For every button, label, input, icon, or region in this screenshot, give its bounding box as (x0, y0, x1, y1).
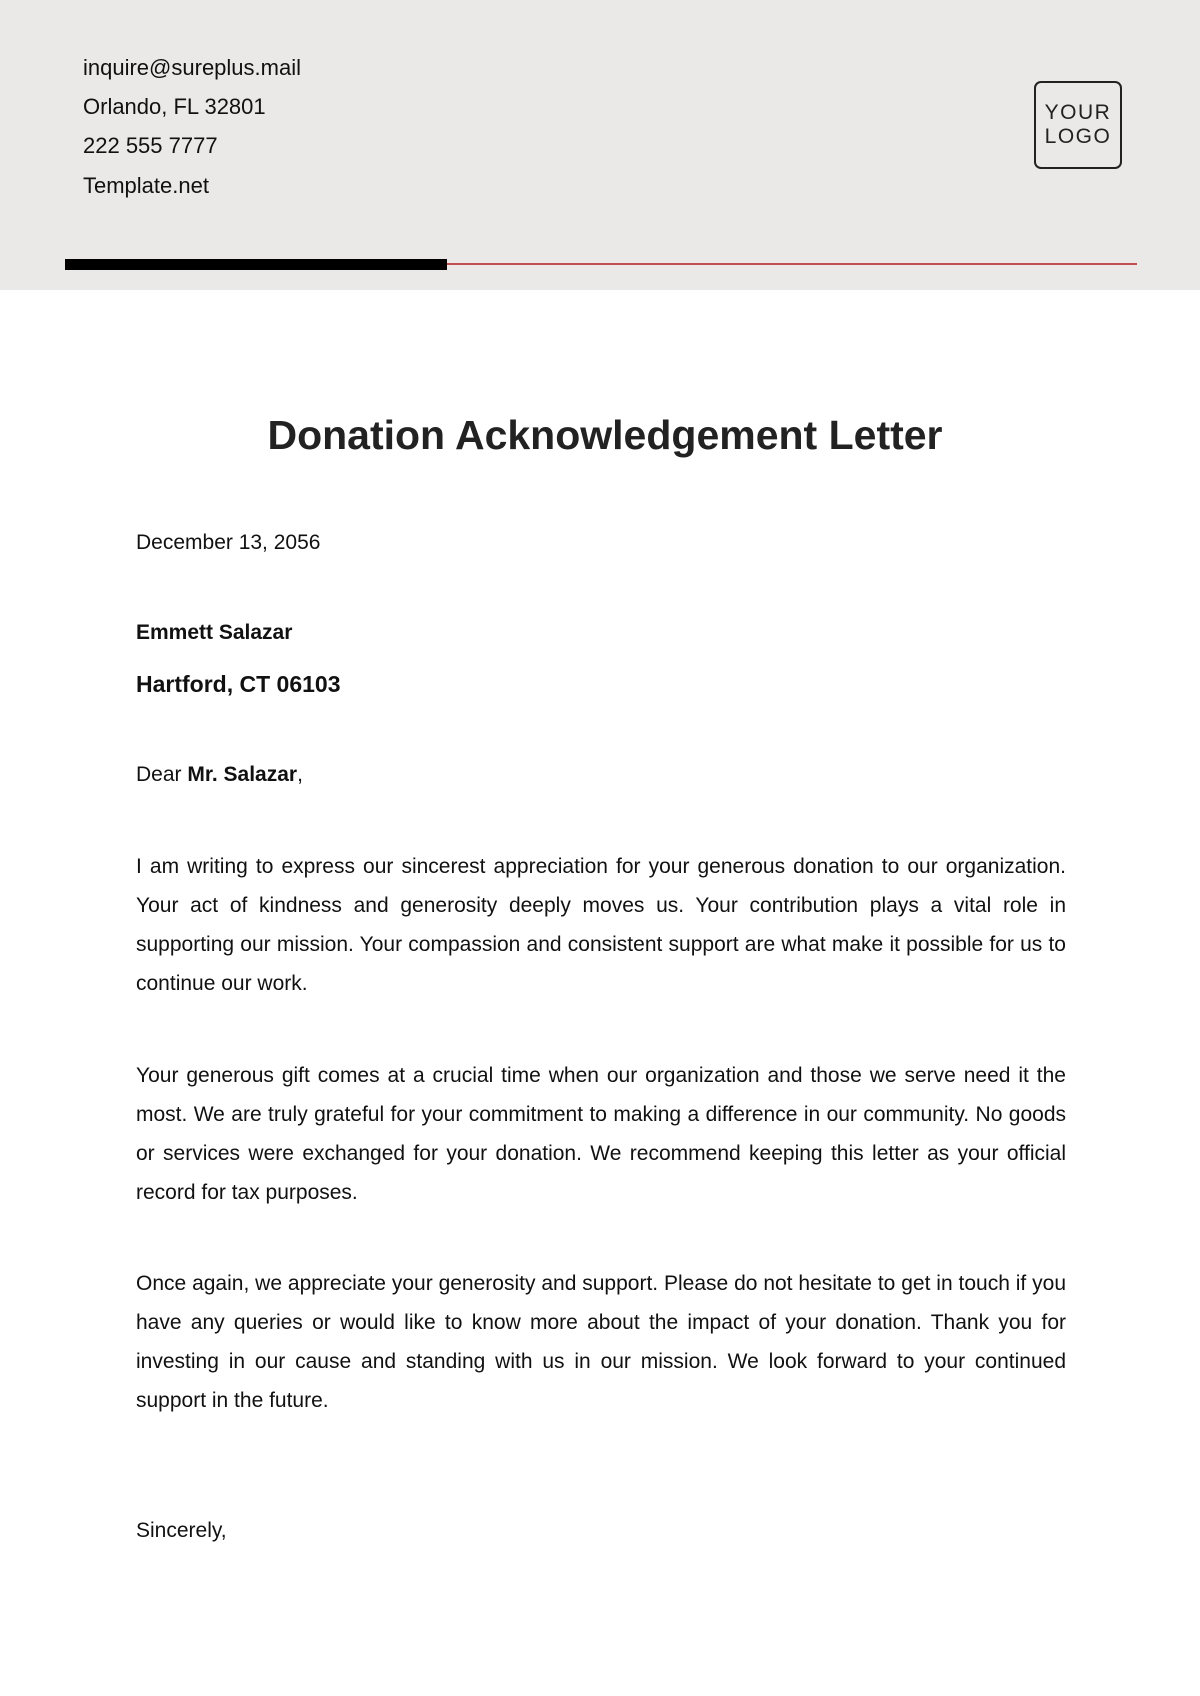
closing: Sincerely, (136, 1519, 227, 1542)
divider-line-red (447, 263, 1137, 265)
contact-phone: 222 555 7777 (83, 133, 218, 158)
contact-address: Orlando, FL 32801 (83, 94, 266, 119)
contact-email: inquire@sureplus.mail (83, 55, 301, 80)
salutation (136, 763, 303, 787)
body-paragraph-1: I am writing to express our sincerest appreciation for your generous donation to our organization. Your act of kindness and generosity deeply moves us. Your contribution plays a vital role in supporting our mission. Your compassion and consistent support are what make it possible for us to continue our work. (136, 855, 1066, 995)
recipient-name: Emmett Salazar (136, 621, 293, 644)
recipient-address: Hartford, CT 06103 (136, 671, 341, 697)
letterhead (0, 0, 1200, 290)
logo-placeholder (1034, 81, 1122, 169)
body-paragraph-3: Once again, we appreciate your generosity and support. Please do not hesitate to get in touch if you have any queries or would like to know more about the impact of your donation. Thank you for investing in our cause and standing with us in our mission. We look forward to your continued support in the future. (136, 1272, 1066, 1412)
divider-bar-black (65, 259, 447, 270)
body-paragraph-2: Your generous gift comes at a crucial time when our organization and those we serve need it the most. We are truly grateful for your commitment to making a difference in our community. No goods or services were exchanged for your donation. We recommend keeping this letter as your official record for tax purposes. (136, 1064, 1066, 1204)
letter-title: Donation Acknowledgement Letter (267, 412, 943, 458)
salutation-prefix: Dear (136, 763, 188, 786)
salutation-suffix: , (297, 763, 303, 786)
logo-text-line1: YOUR (1044, 101, 1112, 124)
salutation-name: Mr. Salazar (187, 763, 298, 786)
logo-text-line2: LOGO (1044, 125, 1112, 148)
contact-website: Template.net (83, 173, 209, 198)
letter-date: December 13, 2056 (136, 531, 321, 554)
